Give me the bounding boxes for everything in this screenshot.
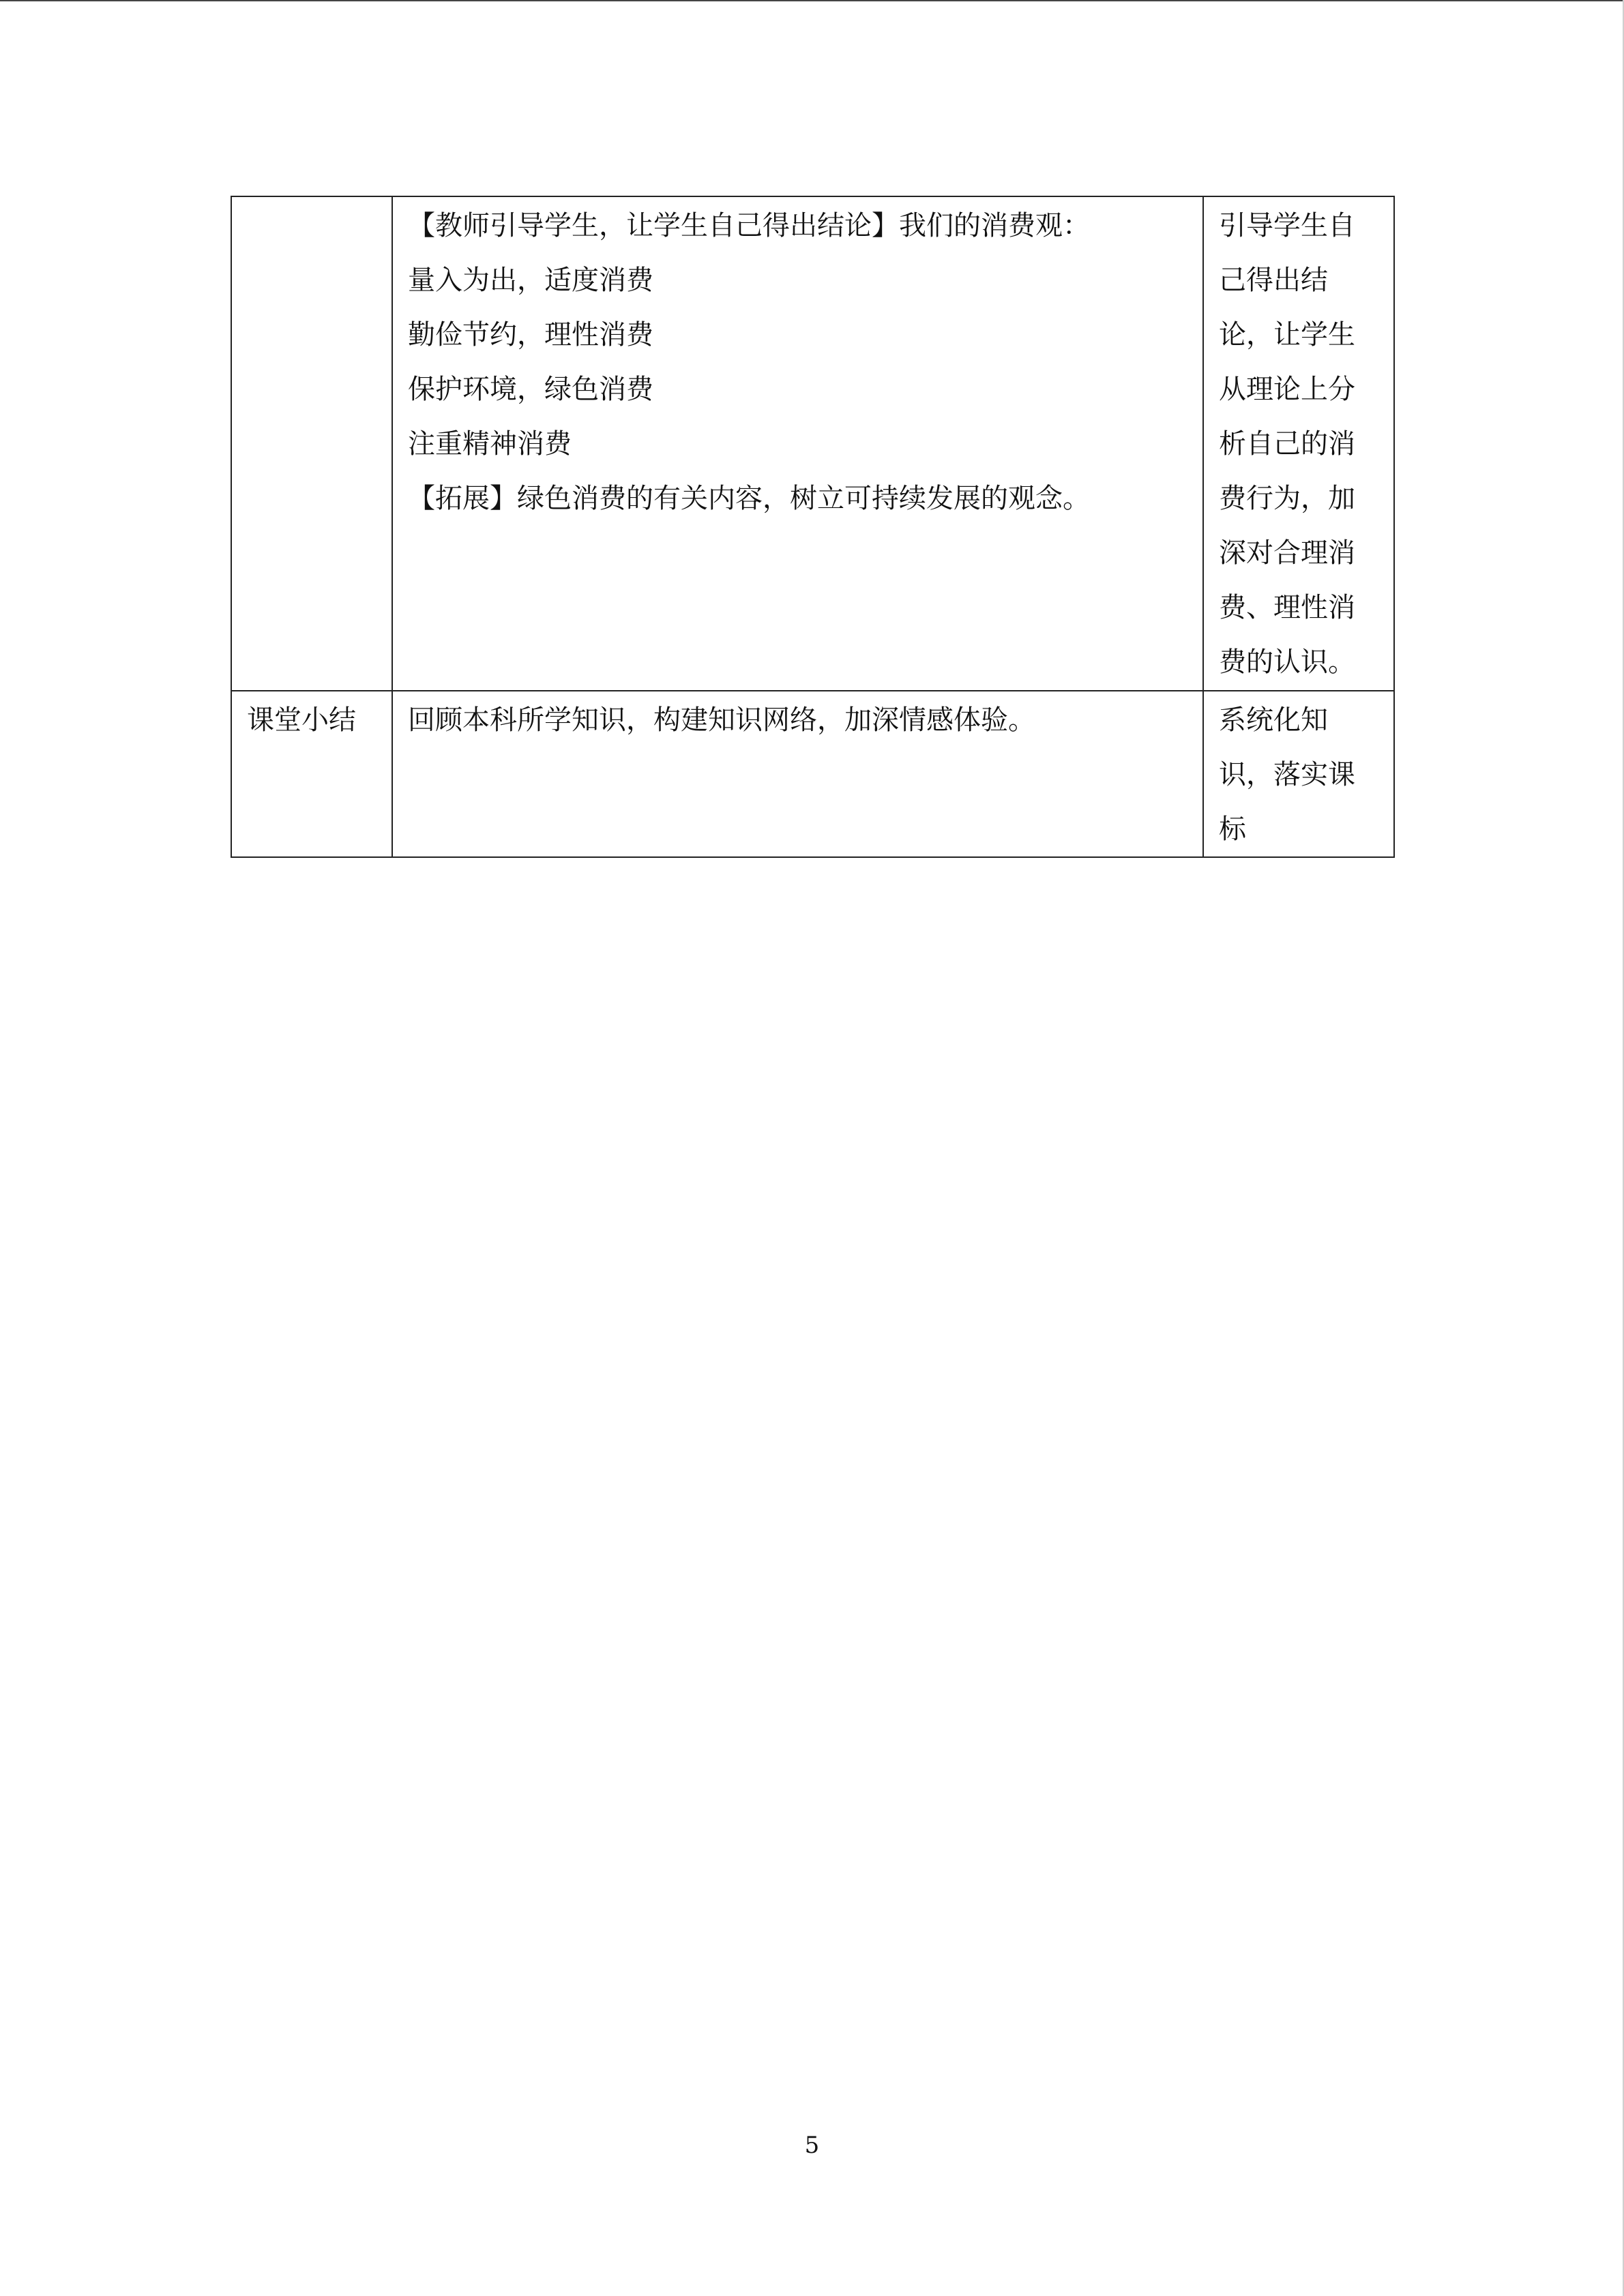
content-cell [392, 196, 1203, 691]
top-border-line [0, 0, 1624, 1]
stage-cell [231, 196, 392, 691]
table-row [231, 196, 1394, 691]
content-line: 注重精神消费 [408, 428, 572, 460]
content-line: 【拓展】绿色消费的有关内容，树立可持续发展的观念。 [408, 483, 1090, 514]
content-line: 量入为出，适度消费 [408, 265, 653, 296]
lesson-plan-table [231, 196, 1395, 858]
table-row [231, 691, 1394, 857]
content-line: 回顾本科所学知识，构建知识网络，加深情感体验。 [408, 704, 1035, 736]
intent-cell: 引导学生自己得出结论，让学生从理论上分析自己的消费行为，加深对合理消费、理性消费的认识。 [1203, 196, 1394, 691]
content-line: 保护环境，绿色消费 [408, 374, 653, 405]
stage-cell: 课堂小结 [231, 691, 392, 857]
content-line: 勤俭节约，理性消费 [408, 319, 653, 351]
page-number: 5 [804, 2132, 820, 2159]
content-line: 【教师引导学生，让学生自己得出结论】我们的消费观： [408, 210, 1090, 241]
content-cell [392, 691, 1203, 857]
intent-cell: 系统化知识，落实课标 [1203, 691, 1394, 857]
